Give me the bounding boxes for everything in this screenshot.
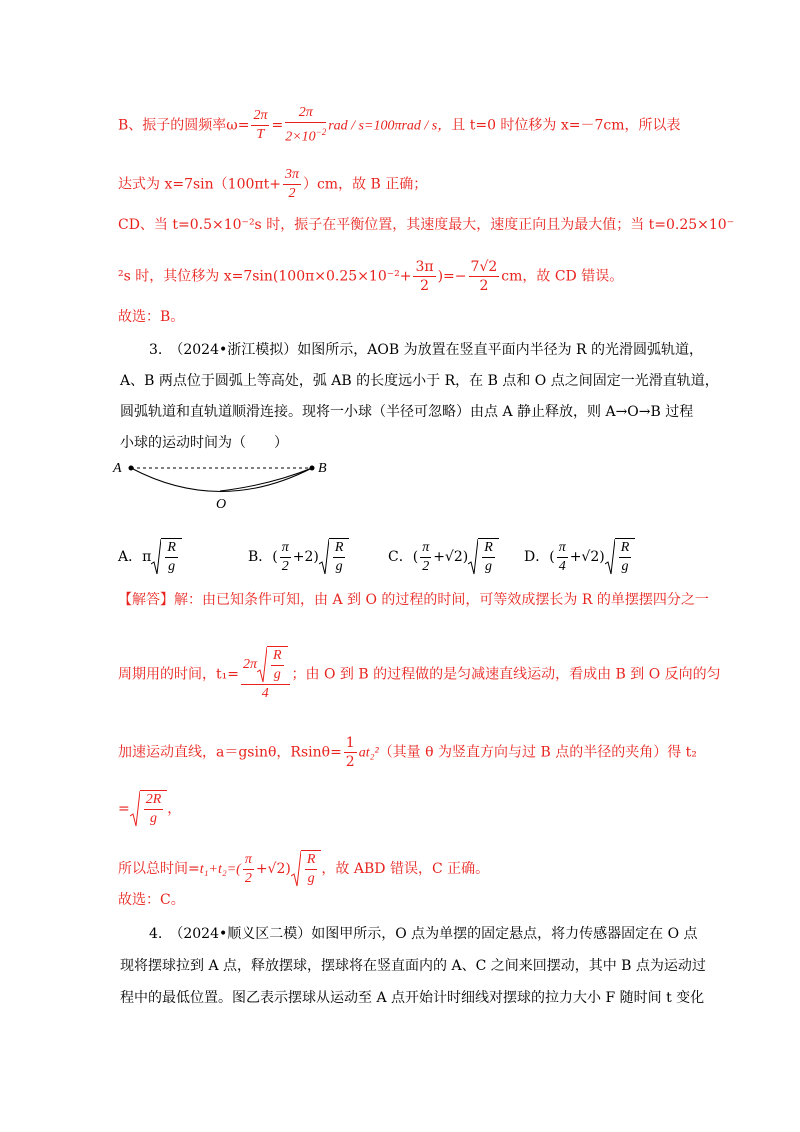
option-b[interactable]: B．( $\frac{\pi}{2}$ +2) $\frac{R}{g}$: [248, 538, 349, 576]
cd-frac2: $\frac{7√2}{2}$: [470, 259, 498, 294]
option-c[interactable]: C．( $\frac{\pi}{2}$ +√2) $\frac{R}{g}$: [388, 538, 499, 576]
cd-frac: $\frac{3\pi}{2}$: [415, 259, 434, 294]
q3-line-2: A、B 两点位于圆弧上等高处，弧 AB 的长度远小于 R，在 B 点和 O 点之间固定一光滑直轨道，: [120, 373, 719, 389]
label-b: B: [318, 461, 327, 476]
point-b: [310, 466, 315, 471]
b-frac2: $\frac{2\pi}{2\times 10^{-2}}$: [285, 105, 327, 145]
option-a[interactable]: A．π $\frac{R}{g}$: [118, 538, 182, 576]
option-d[interactable]: D．( $\frac{\pi}{4}$ +√2) $\frac{R}{g}$: [524, 538, 635, 576]
label-a: A: [113, 461, 122, 476]
sol3-line-1: 【解答】解：由已知条件可知，由 A 到 O 的过程的时间，可等效成摆长为 R 的单摆摆四分之一: [118, 592, 709, 608]
sol3-line-3: 加速运动直线，a＝gsinθ，Rsinθ= $\frac{1}{2}$ at₂²（其量 θ 为竖直方向与过 B 点的半径的夹角）得 t₂: [118, 735, 697, 770]
q4-line-2: 现将摆球拉到 A 点，释放摆球，摆球将在竖直面内的 A、C 之间来回摆动，其中 B 点为运动过: [120, 958, 706, 974]
b-unit: rad / s=100πrad / s，: [328, 118, 452, 134]
sol3-line-4: = $\frac{2R}{g}$ ，: [118, 792, 182, 826]
sol3-line-5: 所以总时间=t₁+t₂=( $\frac{\pi}{2}$ +√2) $\frac{R}{g}$ ，故 ABD 错误，C 正确。: [118, 851, 490, 886]
b-tail: 且 t=0 时位移为 x=－7cm，所以表: [451, 117, 681, 134]
q3-line-3: 圆弧轨道和直轨道顺滑连接。现将一小球（半径可忽略）由点 A 静止释放，则 A→O→B 过程: [120, 404, 694, 420]
q3-line-1: 3. （2024•浙江模拟）如图所示，AOB 为放置在竖直平面内半径为 R 的光滑圆弧轨道，: [149, 342, 704, 358]
cd-line-1: CD、当 t=0.5×10⁻²s 时，振子在平衡位置，其速度最大，速度正向且为最大值；当 t=0.25×10⁻: [118, 217, 735, 233]
solution-b-line: B、振子的圆频率ω= $\frac{2\pi}{T}$ = $\frac{2\pi}{2\times 10^{-2}}$ rad / s=100πrad / s，且 t=0 时位移为 x=－7cm，所以表: [118, 105, 681, 145]
b-prefix: B、振子的圆频率ω=: [118, 117, 250, 134]
sqrt-r-over-g: $\frac{R}{g}$: [151, 538, 182, 576]
b-frac1: $\frac{2\pi}{T}$: [253, 107, 268, 142]
q3-line-4: 小球的运动时间为（ ）: [120, 435, 288, 451]
sol3-line-2: 周期用的时间，t₁= 2π $\frac{R}{g}$ 4 ；由 O 到 B 的过程做的是匀减速直线运动，看成由 B 到 O 反向的匀: [118, 648, 721, 701]
solution-tag: 【解答】: [118, 592, 174, 608]
expression-line: 达式为 x=7sin（100πt+ $\frac{3\pi}{2}$ ）cm，故 B 正确；: [118, 167, 428, 201]
answer-c: 故选：C。: [118, 892, 185, 908]
arc-track: [131, 468, 312, 492]
expr-frac: $\frac{3\pi}{2}$: [284, 167, 299, 201]
cd-line-2: ²s 时，其位移为 x=7sin(100π×0.25×10⁻²+ $\frac{3\pi}{2}$ )=− $\frac{7√2}{2}$ cm，故 CD 错误。: [118, 259, 624, 294]
point-a: [129, 466, 134, 471]
arc-track-figure: [110, 455, 340, 515]
q4-line-1: 4. （2024•顺义区二模）如图甲所示，O 点为单摆的固定悬点，将力传感器固定在 O 点: [149, 926, 698, 942]
label-o: O: [216, 497, 227, 512]
straight-track: [220, 468, 312, 491]
answer-b: 故选：B。: [118, 309, 185, 325]
q4-line-3: 程中的最低位置。图乙表示摆球从运动至 A 点开始计时细线对摆球的拉力大小 F 随时间 t 变化: [120, 990, 705, 1006]
t1-frac: 2π $\frac{R}{g}$ 4: [241, 646, 290, 703]
